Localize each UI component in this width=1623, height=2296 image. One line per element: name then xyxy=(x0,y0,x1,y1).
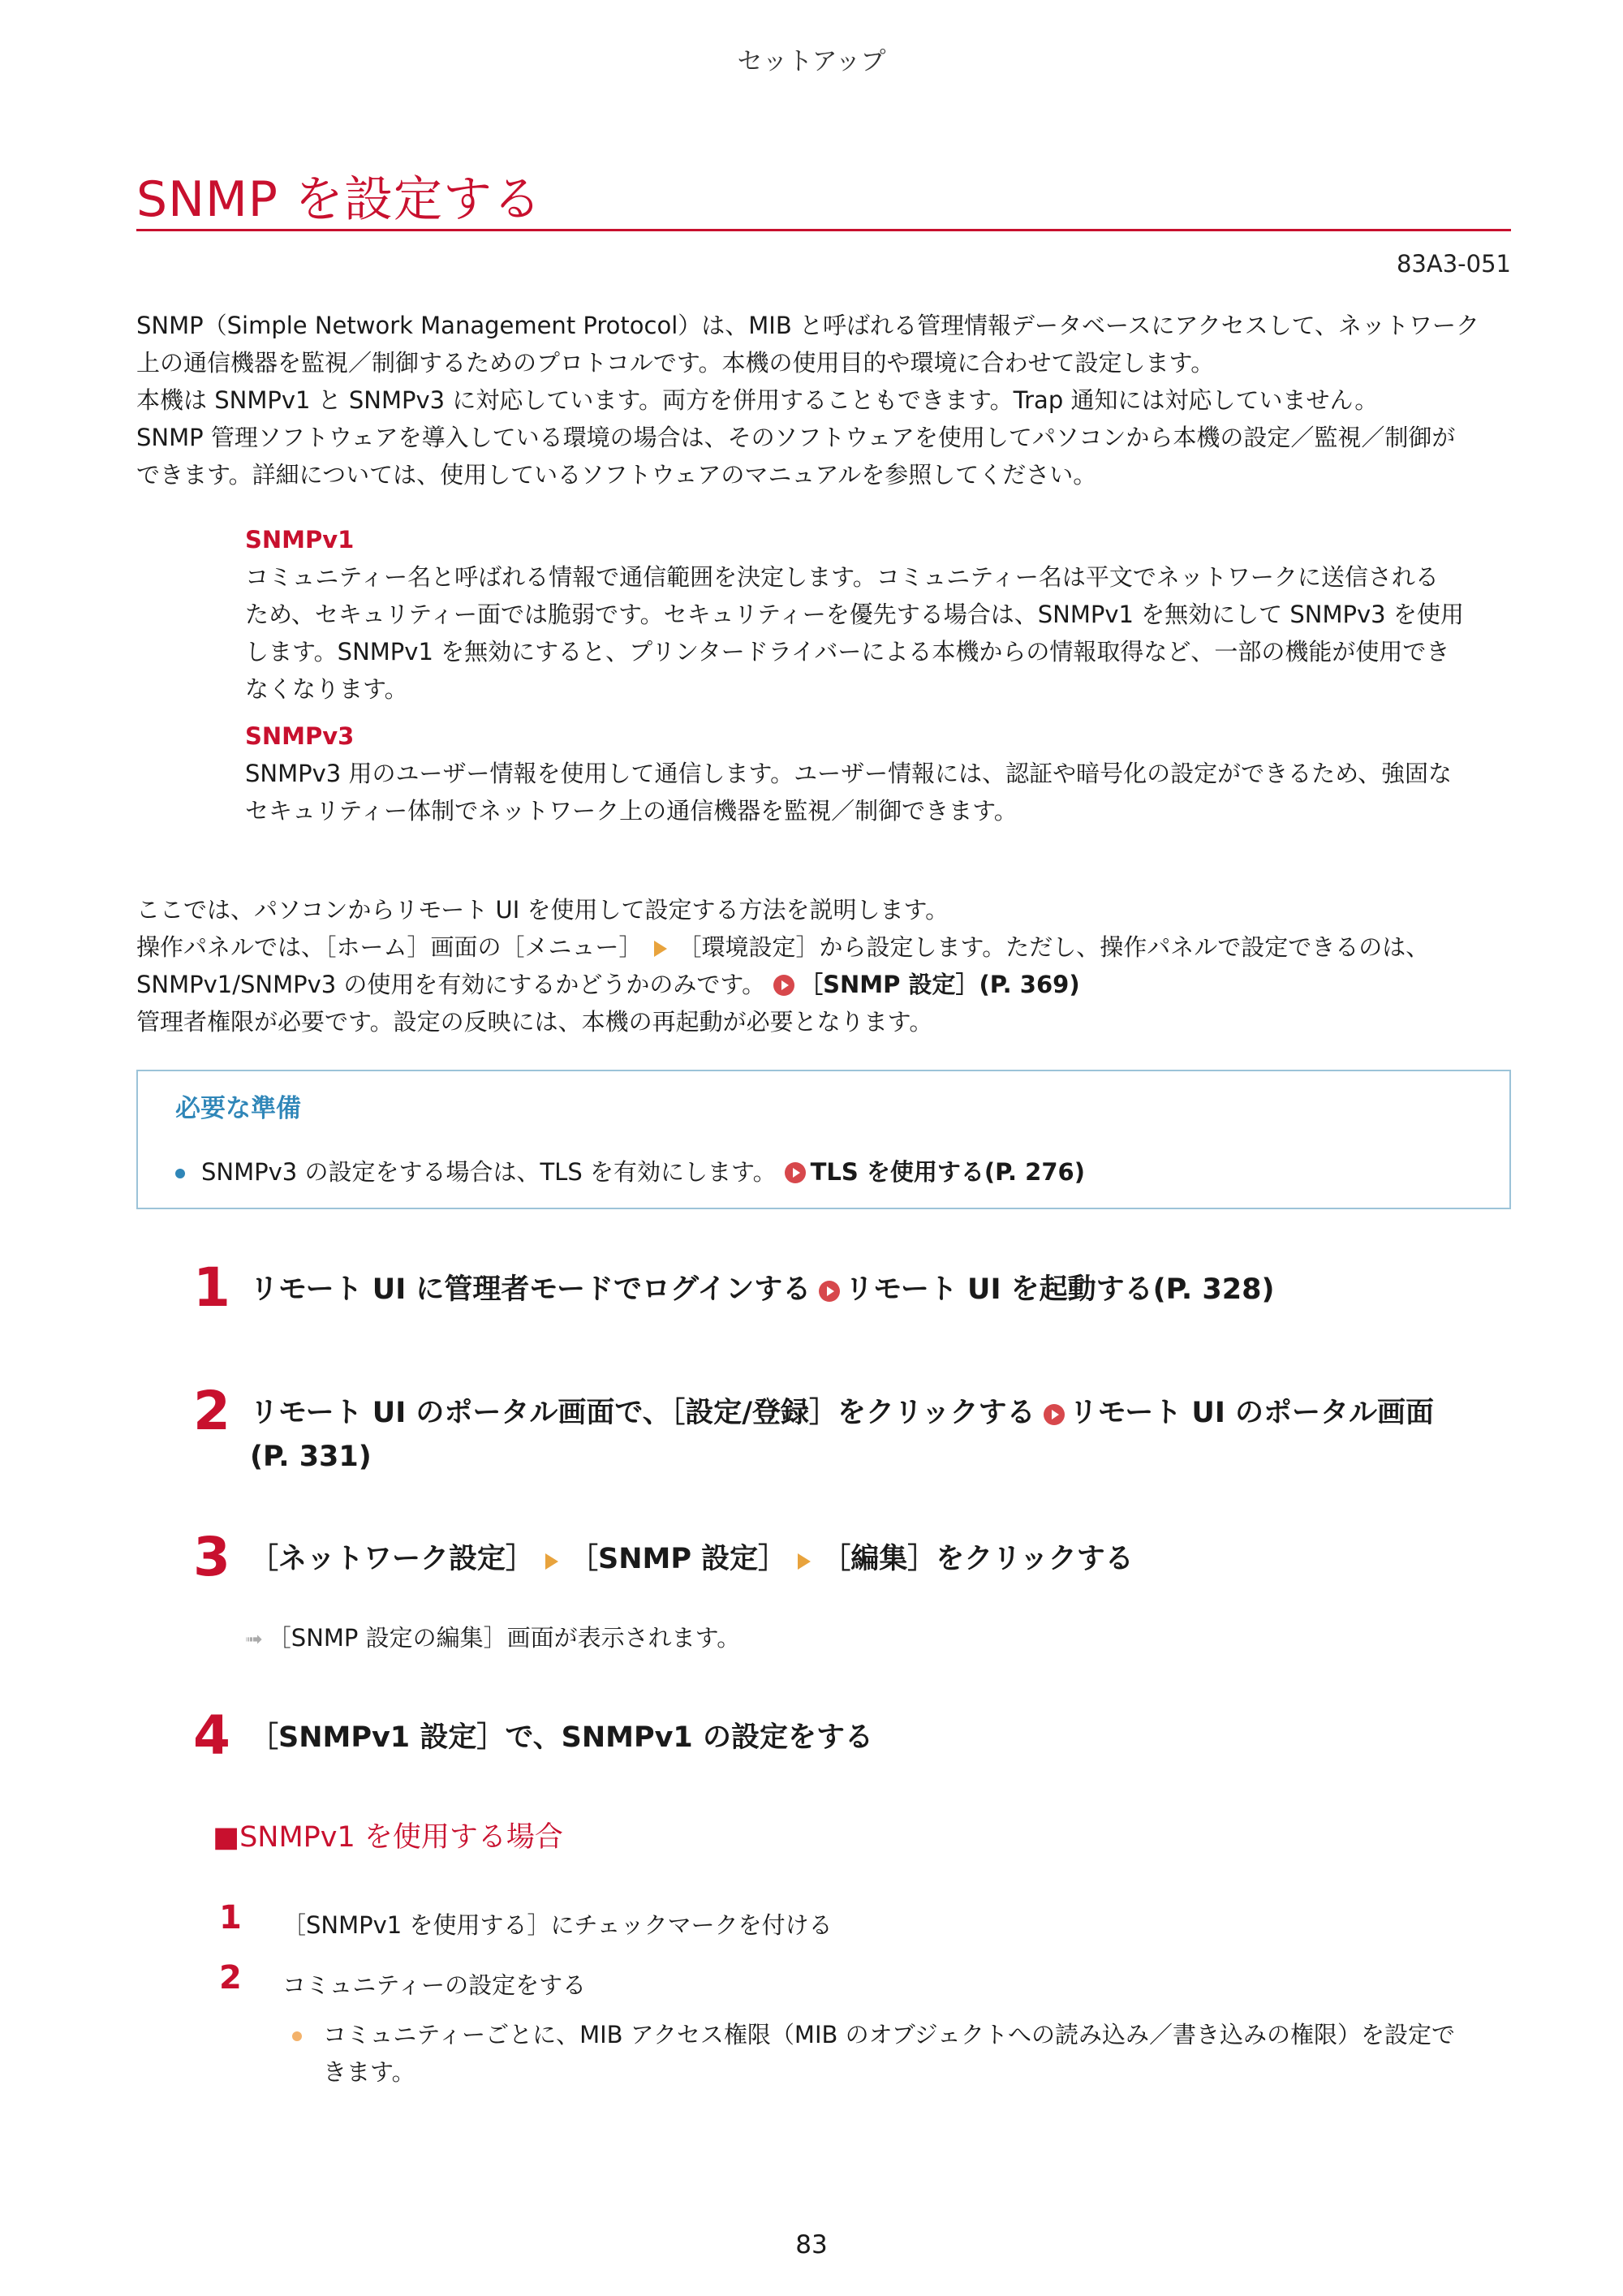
step-text xyxy=(250,1537,1134,1581)
title-underline xyxy=(136,229,1511,231)
step-result xyxy=(245,1620,740,1653)
step-part: ［ネットワーク設定］ xyxy=(250,1543,535,1575)
method-line xyxy=(136,966,1511,1003)
tls-link[interactable]: TLS を使用する(P. 276) xyxy=(810,1158,1085,1186)
link-arrow-icon xyxy=(819,1281,840,1302)
step-part: ［編集］をクリックする xyxy=(822,1543,1134,1575)
step-number: 1 xyxy=(193,1256,230,1319)
method-line-part: SNMPv1/SNMPv3 の使用を有効にするかどうかのみです。 xyxy=(136,971,766,998)
remote-ui-start-link[interactable]: リモート UI を起動する(P. 328) xyxy=(845,1273,1275,1306)
step-text xyxy=(250,1391,1434,1479)
snmpv3-label: SNMPv3 xyxy=(245,722,355,750)
document-code: 83A3-051 xyxy=(1396,250,1511,278)
intro-line: できます。詳細については、使用しているソフトウェアのマニュアルを参照してください。 xyxy=(136,461,1097,489)
intro-line: SNMP 管理ソフトウェアを導入している環境の場合は、そのソフトウェアを使用してパソコンから本機の設定／監視／制御が xyxy=(136,424,1456,451)
step-number: 2 xyxy=(193,1380,230,1442)
intro-line: 本機は SNMPv1 と SNMPv3 に対応しています。両方を併用することもできます。Trap 通知には対応していません。 xyxy=(136,386,1379,414)
snmpv1-line: なくなります。 xyxy=(245,675,408,703)
intro-paragraph xyxy=(136,307,1511,493)
arrow-right-icon xyxy=(654,941,667,957)
snmpv1-line: します。SNMPv1 を無効にすると、プリンタードライバーによる本機からの情報取得など、一部の機能が使用でき xyxy=(245,638,1450,666)
snmpv1-line: ため、セキュリティー面では脆弱です。セキュリティーを優先する場合は、SNMPv1 を無効にして SNMPv3 を使用 xyxy=(245,601,1464,628)
preparation-item-text: SNMPv3 の設定をする場合は、TLS を有効にします。 xyxy=(201,1158,777,1186)
bullet-icon xyxy=(175,1169,185,1178)
arrow-right-icon xyxy=(798,1553,811,1570)
snmpv3-line: SNMPv3 用のユーザー情報を使用して通信します。ユーザー情報には、認証や暗号化の設定ができるため、強固な xyxy=(245,760,1452,787)
page-title: SNMP を設定する xyxy=(136,171,542,228)
step-text xyxy=(250,1268,1274,1312)
portal-screen-link-page[interactable]: (P. 331) xyxy=(250,1441,372,1473)
snmpv1-label: SNMPv1 xyxy=(245,526,355,554)
arrow-right-icon xyxy=(545,1553,558,1570)
snmpv3-description xyxy=(245,717,1511,829)
method-paragraph xyxy=(136,891,1511,1040)
substep-text: ［SNMPv1 を使用する］にチェックマークを付ける xyxy=(282,1911,833,1939)
preparation-title: 必要な準備 xyxy=(175,1094,301,1123)
step-result-text: ［SNMP 設定の編集］画面が表示されます。 xyxy=(267,1624,741,1652)
running-header: セットアップ xyxy=(737,47,886,76)
substep-number: 2 xyxy=(219,1959,242,1997)
link-arrow-icon xyxy=(773,975,794,996)
link-arrow-icon xyxy=(1044,1404,1065,1425)
substep-bullet-line: コミュニティーごとに、MIB アクセス権限（MIB のオブジェクトへの読み込み／書き込みの権限）を設定で xyxy=(323,2021,1455,2048)
step-instruction: リモート UI に管理者モードでログインする xyxy=(250,1273,812,1306)
page-number: 83 xyxy=(795,2230,828,2259)
method-line: ここでは、パソコンからリモート UI を使用して設定する方法を説明します。 xyxy=(136,896,949,924)
snmpv3-line: セキュリティー体制でネットワーク上の通信機器を監視／制御できます。 xyxy=(245,797,1018,825)
snmpv1-description xyxy=(245,521,1511,708)
substep-bullet xyxy=(292,2016,1455,2091)
portal-screen-link[interactable]: リモート UI のポータル画面 xyxy=(1069,1397,1435,1429)
preparation-item xyxy=(175,1154,1085,1187)
intro-line: SNMP（Simple Network Management Protocol）は、MIB と呼ばれる管理情報データベースにアクセスして、ネットワーク xyxy=(136,312,1480,339)
link-arrow-icon xyxy=(785,1162,806,1183)
method-line: 管理者権限が必要です。設定の反映には、本機の再起動が必要となります。 xyxy=(136,1008,933,1036)
result-arrow-icon: ➟ xyxy=(245,1627,263,1652)
snmpv1-line: コミュニティー名と呼ばれる情報で通信範囲を決定します。コミュニティー名は平文でネットワークに送信される xyxy=(245,563,1439,591)
substep-bullet-line: きます。 xyxy=(323,2058,415,2086)
substep-number: 1 xyxy=(219,1899,242,1936)
substep-text: コミュニティーの設定をする xyxy=(282,1971,587,1999)
method-line-part: 操作パネルでは、［ホーム］画面の［メニュー］ xyxy=(136,933,643,961)
section-heading: ■SNMPv1 を使用する場合 xyxy=(213,1821,563,1854)
step-number: 4 xyxy=(193,1704,230,1767)
intro-line: 上の通信機器を監視／制御するためのプロトコルです。本機の使用目的や環境に合わせて設定します。 xyxy=(136,349,1215,377)
bullet-icon xyxy=(292,2031,302,2041)
method-line xyxy=(136,928,1511,966)
step-part: ［SNMP 設定］ xyxy=(570,1543,787,1575)
step-number: 3 xyxy=(193,1526,230,1588)
preparation-box xyxy=(136,1070,1511,1209)
step-text: ［SNMPv1 設定］で、SNMPv1 の設定をする xyxy=(250,1721,873,1754)
step-instruction: リモート UI のポータル画面で、［設定/登録］をクリックする xyxy=(250,1397,1035,1429)
method-line-part: ［環境設定］から設定します。ただし、操作パネルで設定できるのは、 xyxy=(678,933,1430,961)
snmp-settings-link[interactable]: ［SNMP 設定］(P. 369) xyxy=(799,971,1080,998)
